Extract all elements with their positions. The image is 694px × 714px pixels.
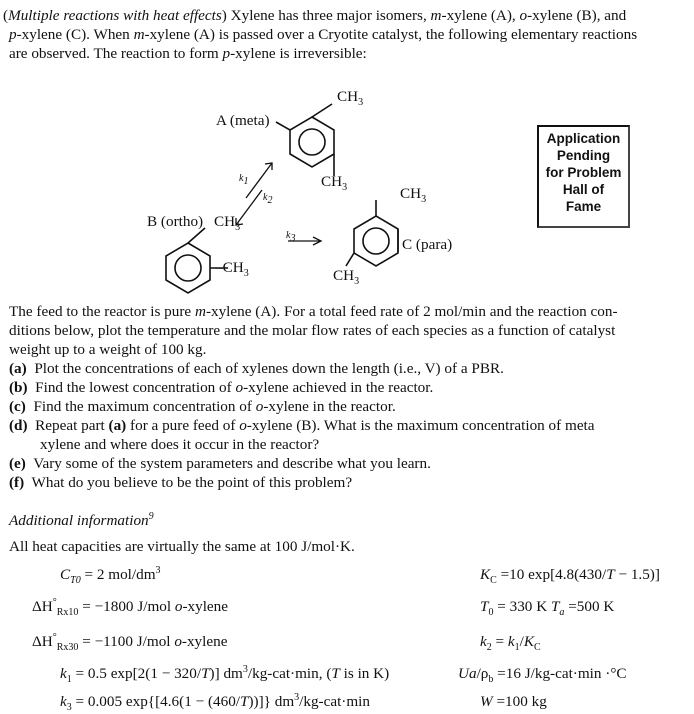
feed-line-3: weight up to a weight of 100 kg. <box>9 341 207 358</box>
eq-kc: $K_C =10$ exp[4.8(430/T − 1.5)] <box>480 566 660 587</box>
part-c: (c) Find the maximum concentration of o-xylene in the reactor. <box>9 398 396 415</box>
ch3-ortho-top: $CH_3$ <box>214 213 241 234</box>
eq-t0-ta: $T_0 = 330$ K $T_a =500$ K <box>480 598 615 619</box>
ch3-ortho-side: $-CH_3$ <box>215 259 249 280</box>
hall-of-fame-stamp: Application Pending for Problem Hall of Fame <box>537 125 630 228</box>
part-e: (e) Vary some of the system parameters and describe what you learn. <box>9 455 431 472</box>
label-ortho: B (ortho) <box>147 213 204 230</box>
eq-k3: $k_3 = 0.005$ exp{[4.6(1 − (460/T))]} $dm^3/kg-cat\cdot\min$ <box>60 691 370 714</box>
part-f: (f) What do you believe to be the point of this problem? <box>9 474 353 491</box>
part-b: (b) Find the lowest concentration of o-xylene achieved in the reactor. <box>9 379 434 396</box>
heat-capacity-note: All heat capacities are virtually the same at 100 J/mol·K. <box>9 538 355 555</box>
rate-k1: $k_1$ <box>239 173 249 187</box>
part-d: (d) Repeat part (a) for a pure feed of o-xylene (B). What is the maximum concentration of meta <box>9 417 595 434</box>
ch3-para-top: $CH_3$ <box>400 185 427 206</box>
part-a: (a) Plot the concentrations of each of xylenes down the length (i.e., V) of a PBR. <box>9 360 504 377</box>
feed-line-1: The feed to the reactor is pure m-xylene (A). For a total feed rate of 2 mol/min and the reaction con- <box>9 303 618 320</box>
feed-line-2: ditions below, plot the temperature and the molar flow rates of each species as a function of catalyst <box>9 322 616 339</box>
intro-line-1: (Multiple reactions with heat effects) Xylene has three major isomers, m-xylene (A), o-xylene (B), and <box>3 7 627 24</box>
additional-heading: Additional information$^9$ <box>9 510 154 529</box>
rate-k3: $k_3$ <box>286 230 296 244</box>
eq-cto: $C_{T0} = 2$ mol/$dm^3$ <box>60 564 161 587</box>
rate-k2: $k_2$ <box>263 192 273 206</box>
intro-line-3: are observed. The reaction to form p-xylene is irreversible: <box>9 45 367 62</box>
ch3-meta-bottom: $CH_3$ <box>321 173 348 194</box>
ch3-meta-top: $CH_3$ <box>337 88 364 109</box>
eq-k2: $k_2 = k_1/K_C$ <box>480 633 541 654</box>
eq-k1: $k_1 = 0.5$ exp[2(1 − 320/T)] $dm^3/kg-cat\cdot\min$, (T is in K) <box>60 663 390 686</box>
ch3-para-bottom: $CH_3$ <box>333 267 360 288</box>
para-xylene-ring <box>346 200 398 266</box>
eq-dh-rx1: $\Delta H^\circ_{Rx10} = -1800$ J/mol o-xylene <box>32 596 229 619</box>
meta-xylene-ring <box>276 104 334 176</box>
part-d-continued: xylene and where does it occur in the reactor? <box>40 436 320 453</box>
problem-title: Multiple reactions with heat effects <box>8 7 222 24</box>
label-para: C (para) <box>402 236 453 253</box>
eq-dh-rx3: $\Delta H^\circ_{Rx30} = -1100$ J/mol o-xylene <box>32 631 228 654</box>
eq-ua: $Ua/\rho_b =16$ J/kg-cat·min ·°C <box>458 665 627 686</box>
label-meta: A (meta) <box>216 112 270 129</box>
eq-w: W =100 kg <box>480 693 547 710</box>
intro-line-2: p-xylene (C). When m-xylene (A) is passed over a Cryotite catalyst, the following elementary reactions <box>9 26 638 43</box>
